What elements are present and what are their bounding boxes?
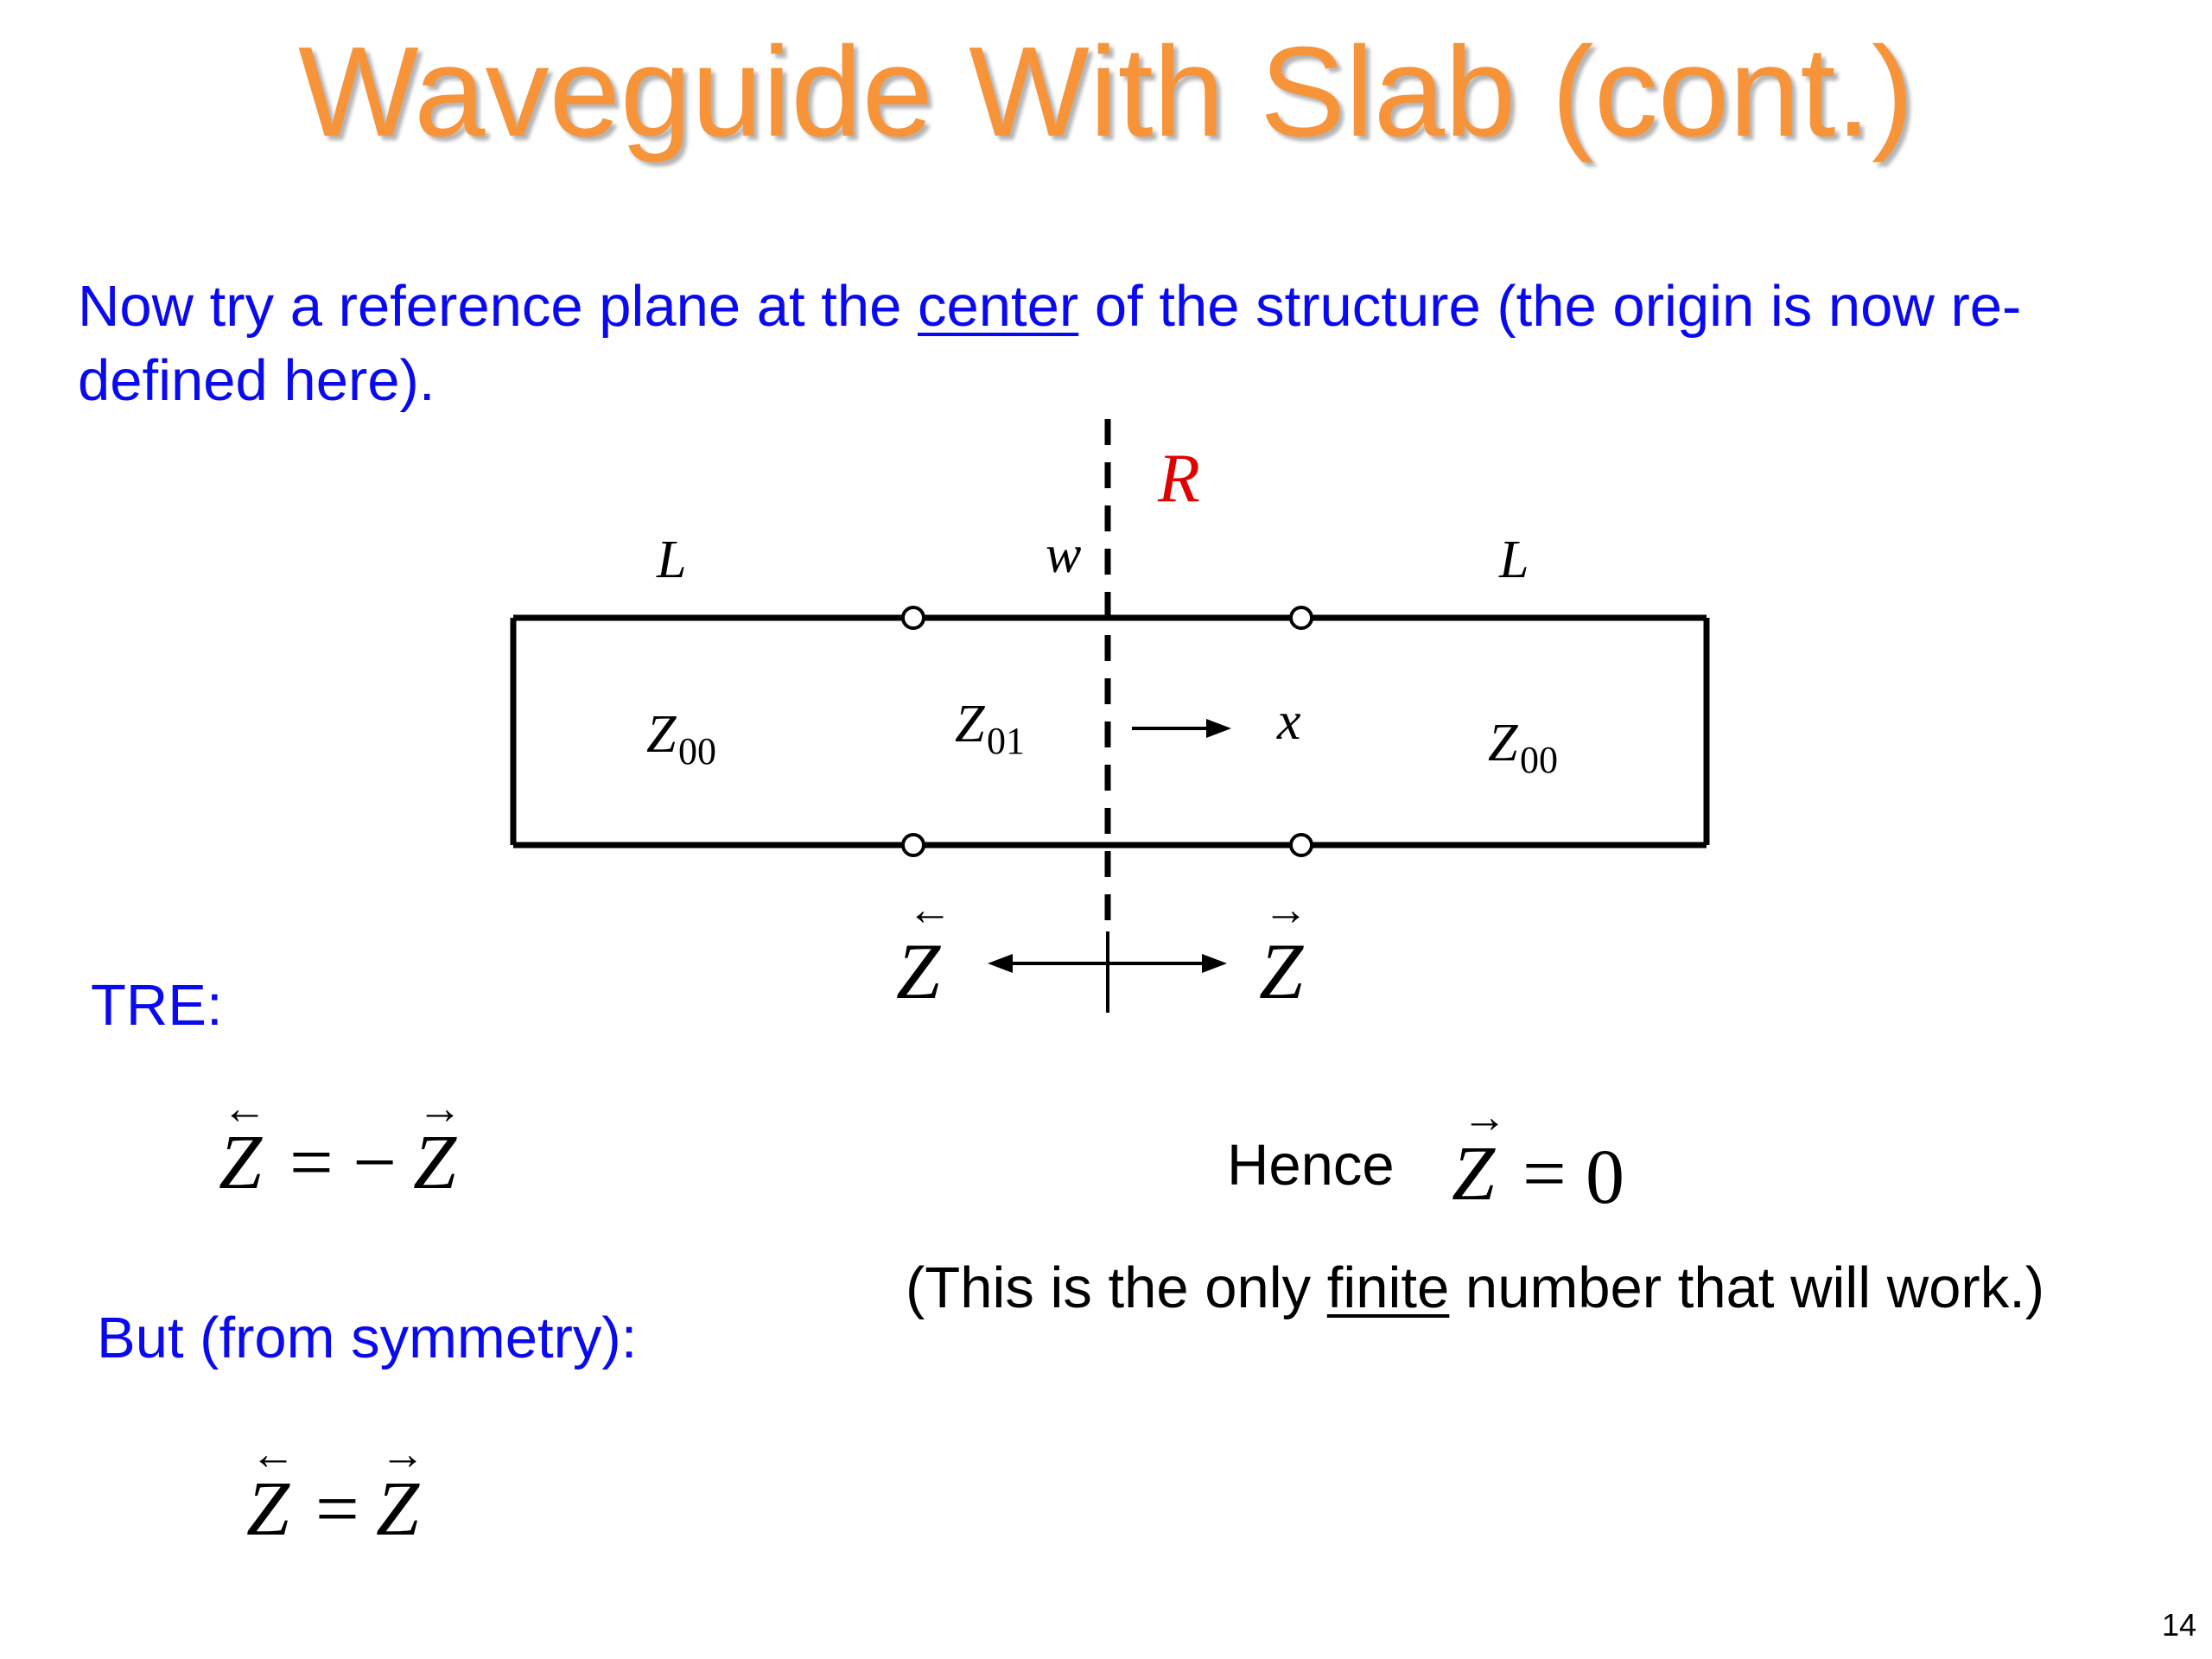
left-impedance-symbol: Z — [646, 705, 677, 764]
hence-label: Hence — [1227, 1133, 1395, 1198]
right-arrow-icon: → — [1462, 1093, 1507, 1142]
z-right-label: Z — [1259, 927, 1304, 1015]
center-impedance-subscript: 01 — [987, 720, 1025, 762]
symmetry-equation — [246, 1430, 425, 1552]
tre-label: TRE: — [91, 973, 223, 1038]
intro-text-end: of the structure (the origin is now re-defined here). — [78, 274, 2022, 413]
impedance-arrowhead-right — [1202, 954, 1227, 973]
center-width-label: w — [1046, 525, 1082, 584]
hence-equation — [1452, 1093, 1624, 1220]
right-arrow-icon: → — [1263, 886, 1308, 935]
left-arrow-icon: ← — [907, 886, 952, 935]
left-impedance-subscript: 00 — [678, 730, 716, 772]
left-arrow-icon: ← — [222, 1084, 267, 1134]
right-length-label: L — [1499, 531, 1529, 589]
symmetry-rhs: Z — [376, 1466, 420, 1552]
right-impedance-subscript: 00 — [1520, 739, 1558, 781]
z-left-label: Z — [896, 927, 941, 1015]
left-arrow-icon: ← — [251, 1430, 296, 1479]
right-arrow-icon: → — [380, 1430, 425, 1479]
symmetry-label: But (from symmetry): — [97, 1306, 638, 1370]
center-impedance-label — [955, 695, 1025, 762]
note-underlined-word: finite — [1326, 1255, 1450, 1320]
symmetry-operator: = — [315, 1466, 359, 1552]
reference-plane-label: R — [1158, 441, 1200, 517]
tre-lhs: Z — [219, 1120, 263, 1205]
x-axis-label: x — [1277, 692, 1301, 751]
terminal-circle — [1291, 835, 1312, 855]
tre-equation — [219, 1084, 462, 1205]
terminal-circle — [903, 607, 924, 628]
terminal-circle — [903, 835, 924, 855]
center-impedance-symbol: Z — [955, 695, 985, 753]
left-length-label: L — [657, 531, 687, 589]
right-impedance-label — [1488, 714, 1558, 781]
left-impedance-label — [646, 705, 716, 772]
hence-rhs: 0 — [1586, 1135, 1624, 1220]
symmetry-lhs: Z — [246, 1466, 290, 1552]
note-text-end: number that will work.) — [1449, 1255, 2045, 1320]
hence-operator: = — [1522, 1131, 1567, 1217]
right-arrow-icon: → — [417, 1084, 462, 1134]
intro-text-start: Now try a reference plane at the — [78, 274, 918, 339]
page-number: 14 — [2161, 1607, 2196, 1643]
note-text-start: (This is the only — [906, 1255, 1327, 1320]
intro-underlined-word: center — [918, 274, 1079, 339]
terminal-circle — [1291, 607, 1312, 628]
tre-operator: = − — [289, 1120, 397, 1205]
right-impedance-symbol: Z — [1488, 714, 1518, 772]
impedance-arrowhead-left — [988, 954, 1013, 973]
finite-note — [906, 1255, 2044, 1321]
slide-title: Waveguide With Slab (cont.) — [298, 21, 1914, 163]
x-axis-arrowhead — [1206, 719, 1231, 738]
tre-rhs: Z — [413, 1120, 457, 1205]
hence-lhs: Z — [1452, 1131, 1496, 1217]
